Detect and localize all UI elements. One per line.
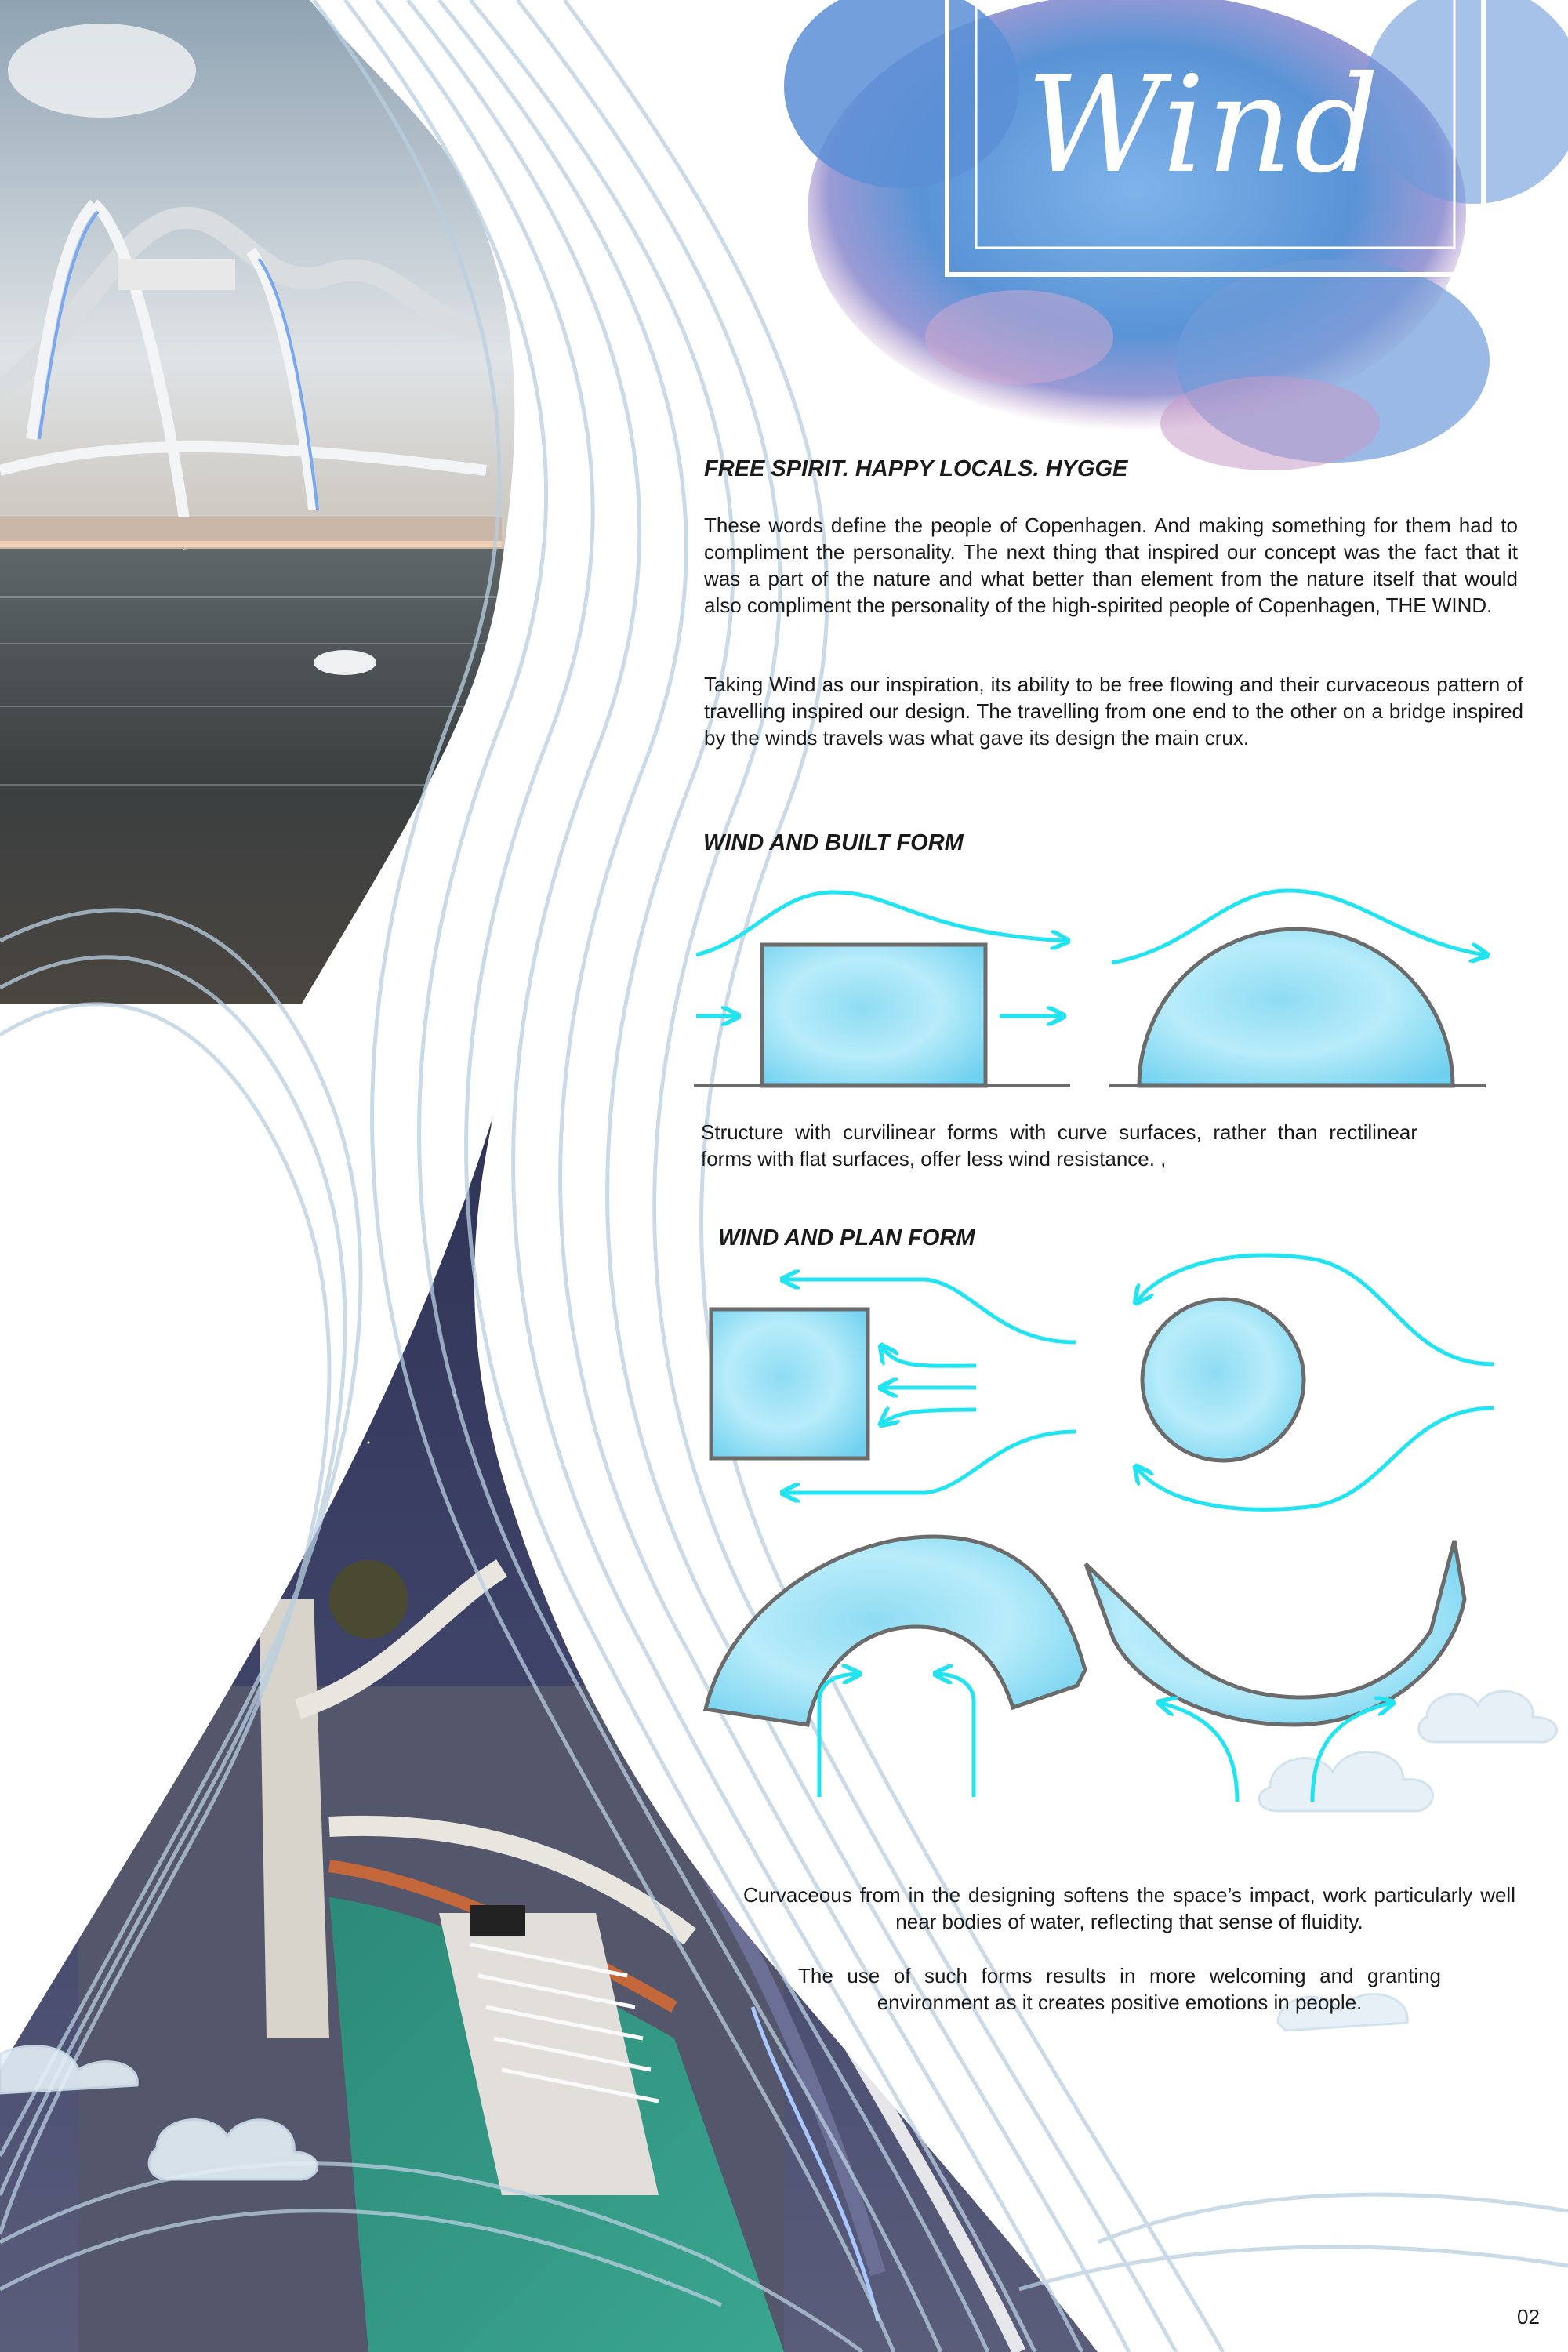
heading-wind-built-form: WIND AND BUILT FORM	[703, 830, 964, 855]
intro-paragraph-1: These words define the people of Copenhagen. And making something for them had to compliment the personality. The next thing that inspired our concept was the fact that it was a part of the nature and what better than element from the nature itself that would also compliment the personality of the high-spirited people of Copenhagen, THE WIND.	[704, 514, 1518, 617]
built-form-diagram	[694, 891, 1486, 1086]
page-number: 02	[1517, 2305, 1540, 2328]
intro-paragraph-2: Taking Wind as our inspiration, its ability to be free flowing and their curvaceous pattern of travelling inspired our design. The travelling from one end to the other on a bridge inspired by the winds travels was what gave its design the main crux.	[704, 673, 1523, 750]
heading-wind-plan-form: WIND AND PLAN FORM	[718, 1225, 975, 1250]
rectilinear-block	[762, 945, 985, 1086]
arch-plan-concave	[1086, 1541, 1465, 1725]
poster-title: Wind	[1025, 48, 1381, 203]
arch-plan-convex	[706, 1537, 1085, 1725]
plan-form-diagram	[706, 1255, 1494, 1802]
bridge-render-day	[0, 0, 549, 1019]
square-plan	[711, 1309, 868, 1458]
plan-form-caption-1: Curvaceous from in the designing softens the space’s impact, work particularly well near bodies of water, reflecting that sense of fluidity.	[743, 1883, 1515, 1933]
plan-form-caption-2: The use of such forms results in more welcoming and granting environment as it creates positive emotions in people.	[798, 1964, 1441, 2014]
curvilinear-dome	[1139, 929, 1453, 1086]
wind-arrow	[882, 1347, 976, 1366]
wind-arrow	[937, 1674, 974, 1797]
wind-arrow	[882, 1410, 976, 1424]
heading-free-spirit: FREE SPIRIT. HAPPY LOCALS. HYGGE	[704, 456, 1128, 481]
built-form-caption: Structure with curvilinear forms with curve surfaces, rather than rectilinear forms with flat surfaces, offer less wind resistance. ,	[701, 1120, 1417, 1171]
circular-plan	[1142, 1299, 1304, 1461]
